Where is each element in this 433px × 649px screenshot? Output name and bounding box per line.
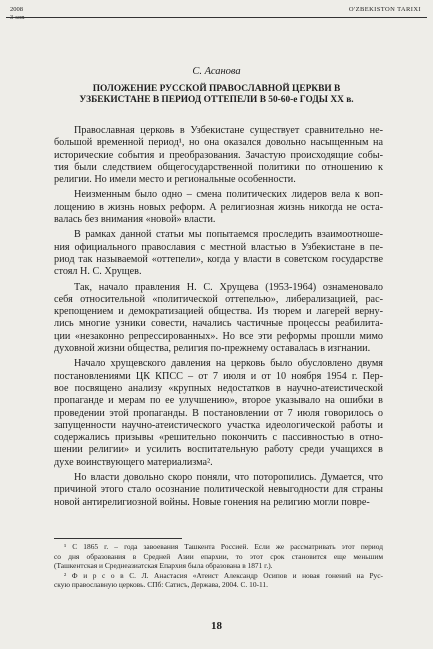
paragraph bbox=[54, 229, 383, 278]
text-line: ² Ф и р с о в С. Л. Анастасия «Атеист Александр Осипов и новая гонений на Рус- bbox=[64, 570, 383, 580]
text-line: пропаганде и мерам по ее улучшению», второе указывало на ошибки в bbox=[54, 395, 383, 407]
text-line: ции «незаконно репрессированных». Но все эти реформы прошли мимо bbox=[54, 330, 383, 342]
footnote-rule bbox=[54, 538, 182, 539]
text-line: скую православную церковь. СПб: Сатисъ, Держава, 2004. С. 10-11. bbox=[54, 580, 268, 590]
text-line: религии. Но имели место и региональные особенности. bbox=[54, 174, 296, 186]
text-line: проведении этой пропаганды. В постановлении от 7 июля говорилось о bbox=[54, 407, 383, 419]
text-line: Неизменным было одно – смена политических лидеров вела к воп- bbox=[74, 189, 383, 201]
footnote bbox=[54, 571, 383, 590]
text-line: В рамках данной статьи мы попытаемся проследить взаимоотноше- bbox=[74, 229, 383, 241]
text-line: (Ташкентская и Среднеазиатская Епархия была образована в 1871 г.). bbox=[54, 561, 273, 571]
page-number: 18 bbox=[211, 620, 222, 632]
text-line: со дня образования в Средней Азии епархии, то этот срок становится еще меньшим bbox=[54, 551, 383, 561]
text-line: запущенности научно-атеистического участка идеологической работы и bbox=[54, 419, 383, 431]
text-line: себя относительной «политической оттепелью», либерализацией, рас- bbox=[54, 293, 383, 305]
footnote bbox=[54, 542, 383, 571]
text-line: новой антирелигиозной войны. Новые гонения на религию могли повре- bbox=[54, 496, 370, 508]
text-line: ния официального православия с местной властью в Узбекистане в пе- bbox=[54, 241, 383, 253]
footnotes bbox=[54, 542, 383, 590]
text-line: шении религии» и усилить воспитательную работу среди учащихся в bbox=[54, 444, 383, 456]
text-line: тия были следствием общегосударственной политики по отношению к bbox=[54, 161, 383, 173]
text-line: Но власти довольно скоро поняли, что поторопились. Думается, что bbox=[74, 472, 383, 484]
header-year: 2008 bbox=[10, 6, 23, 13]
text-line: риод так называемой «оттепели», когда у власти в советском государстве bbox=[54, 253, 383, 265]
paragraph bbox=[54, 189, 383, 226]
text-line: Начало хрущевского давления на церковь было обусловлено двумя bbox=[74, 358, 383, 370]
paragraph bbox=[54, 125, 383, 186]
text-line: Так, начало правления Н. С. Хрущева (1953-1964) ознаменовало bbox=[74, 281, 383, 293]
text-line: крепощением и демократизацией общества. Из тюрем и лагерей верну- bbox=[54, 306, 383, 318]
text-line: вое посвящено анализу «крупных недостатков в научно-атеистической bbox=[54, 382, 383, 394]
paragraph bbox=[54, 472, 383, 509]
text-line: содержались призывы «решительно покончить с пассивностью в отно- bbox=[54, 432, 383, 444]
paragraph bbox=[54, 358, 383, 469]
author-name: С. Асанова bbox=[192, 66, 241, 77]
text-line: исторические события и преобразования. Зачастую происходящие собы- bbox=[54, 149, 383, 161]
text-line: ¹ С 1865 г. – года завоевания Ташкента Россией. Если же рассматривать этот период bbox=[64, 542, 383, 551]
text-line: лощению в жизнь новых реформ. А религиозная жизнь никогда не оста- bbox=[54, 201, 383, 213]
header-rule bbox=[6, 17, 427, 18]
article-title bbox=[40, 84, 393, 106]
text-line: духовной жизни общества, религия по-прежнему оставалась в изгнании. bbox=[54, 343, 371, 355]
text-line: духе воинствующего материализма². bbox=[54, 456, 213, 468]
journal-title: O'ZBEKISTON TARIXI bbox=[348, 6, 421, 13]
text-line: стоял Н. С. Хрущев. bbox=[54, 266, 142, 278]
header-left bbox=[10, 6, 24, 22]
title-line: ПОЛОЖЕНИЕ РУССКОЙ ПРАВОСЛАВНОЙ ЦЕРКВИ В bbox=[92, 84, 341, 94]
text-line: валась без внимания «новой» власти. bbox=[54, 214, 216, 226]
title-line: УЗБЕКИСТАНЕ В ПЕРИОД ОТТЕПЕЛИ В 50-60-е ГОДЫ XX в. bbox=[79, 95, 354, 105]
text-line: причиной этого стало осознание политической невыгодности для страны bbox=[54, 484, 383, 496]
text-line: постановлениями ЦК КПСС – от 7 июля и от 10 ноября 1954 г. Пер- bbox=[54, 370, 383, 382]
paragraph bbox=[54, 282, 383, 356]
text-line: Православная церковь в Узбекистане существует сравнительно не- bbox=[74, 125, 383, 136]
article-body bbox=[54, 125, 383, 509]
text-line: лись многие узники совести, начались частичные процессы реабилита- bbox=[54, 318, 383, 330]
text-line: большой временной период¹, но она оказался довольно насыщенным на bbox=[54, 137, 383, 149]
header-issue: 3-son bbox=[10, 14, 25, 21]
